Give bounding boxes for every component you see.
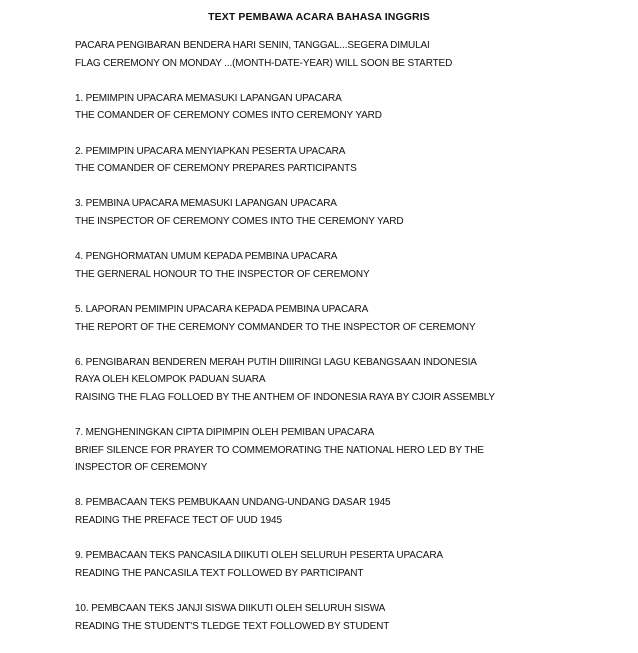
text-line: THE GERNERAL HONOUR TO THE INSPECTOR OF CEREMONY	[75, 268, 370, 280]
text-line: 7. MENGHENINGKAN CIPTA DIPIMPIN OLEH PEMIBAN UPACARA	[75, 427, 375, 439]
text-line: BRIEF SILENCE FOR PRAYER TO COMMEMORATING THE NATIONAL HERO LED BY THE	[75, 444, 484, 456]
text-line: READING THE STUDENT'S TLEDGE TEXT FOLLOWED BY STUDENT	[75, 620, 390, 632]
text-line: 3. PEMBINA UPACARA MEMASUKI LAPANGAN UPACARA	[75, 198, 337, 210]
text-line: 1. PEMIMPIN UPACARA MEMASUKI LAPANGAN UPACARA	[75, 92, 342, 104]
document-title: TEXT PEMBAWA ACARA BAHASA INGGRIS	[208, 11, 430, 23]
text-line: THE REPORT OF THE CEREMONY COMMANDER TO THE INSPECTOR OF CEREMONY	[75, 321, 476, 333]
text-line: 6. PENGIBARAN BENDEREN MERAH PUTIH DIIIRINGI LAGU KEBANGSAAN INDONESIA	[75, 356, 477, 368]
text-line: 9. PEMBACAAN TEKS PANCASILA DIIKUTI OLEH SELURUH PESERTA UPACARA	[75, 550, 443, 562]
text-line: 5. LAPORAN PEMIMPIN UPACARA KEPADA PEMBINA UPACARA	[75, 303, 369, 315]
text-line: RAYA OLEH KELOMPOK PADUAN SUARA	[75, 374, 266, 386]
agenda-item-3	[75, 195, 625, 230]
text-line: 2. PEMIMPIN UPACARA MENYIAPKAN PESERTA UPACARA	[75, 145, 346, 157]
agenda-item-2	[75, 143, 625, 178]
text-line: READING THE PANCASILA TEXT FOLLOWED BY PARTICIPANT	[75, 567, 364, 579]
text-line: PACARA PENGIBARAN BENDERA HARI SENIN, TANGGAL...SEGERA DIMULAI	[75, 40, 430, 51]
text-line: RAISING THE FLAG FOLLOED BY THE ANTHEM OF INDONESIA RAYA BY CJOIR ASSEMBLY	[75, 391, 495, 403]
text-line: THE COMANDER OF CEREMONY PREPARES PARTICIPANTS	[75, 163, 357, 175]
text-line: READING THE PREFACE TECT OF UUD 1945	[75, 515, 282, 527]
text-line: 4. PENGHORMATAN UMUM KEPADA PEMBINA UPACARA	[75, 251, 338, 263]
intro-paragraph	[75, 37, 625, 72]
text-line: THE COMANDER OF CEREMONY COMES INTO CEREMONY YARD	[75, 110, 382, 122]
agenda-item-7	[75, 424, 625, 477]
text-line: INSPECTOR OF CEREMONY	[75, 462, 208, 474]
text-line: THE INSPECTOR OF CEREMONY COMES INTO THE CEREMONY YARD	[75, 215, 404, 227]
agenda-item-6	[75, 354, 625, 407]
agenda-item-4	[75, 248, 625, 283]
document-body	[75, 37, 625, 653]
text-line: 10. PEMBCAAN TEKS JANJI SISWA DIIKUTI OLEH SELURUH SISWA	[75, 603, 386, 614]
text-line: 8. PEMBACAAN TEKS PEMBUKAAN UNDANG-UNDANG DASAR 1945	[75, 497, 391, 509]
agenda-item-1	[75, 90, 625, 125]
text-line: FLAG CEREMONY ON MONDAY ...(MONTH-DATE-YEAR) WILL SOON BE STARTED	[75, 57, 453, 69]
agenda-item-8	[75, 494, 625, 529]
agenda-item-9	[75, 547, 625, 582]
agenda-item-5	[75, 301, 625, 336]
